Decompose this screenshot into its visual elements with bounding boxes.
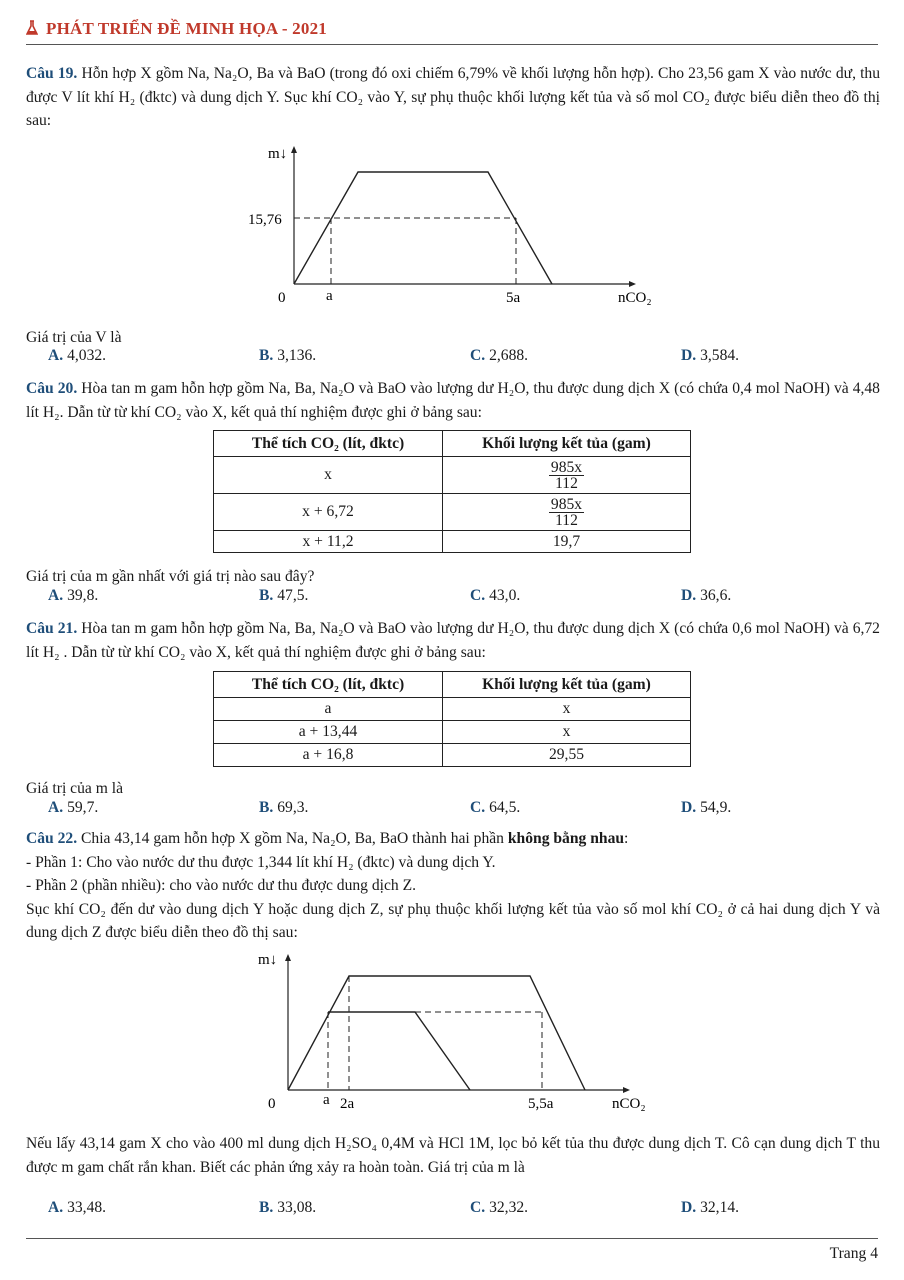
question-20-ask: Giá trị của m gần nhất với giá trị nào sau đây? <box>26 568 315 585</box>
x-axis-label: nCO₂ <box>612 1096 646 1112</box>
part-2: - Phần 2 (phần nhiều): cho vào nước dư thu được dung dịch Z. <box>26 877 417 894</box>
series-line-z <box>288 976 585 1090</box>
question-22: Câu 22. Chia 43,14 gam hỗn hợp X gồm Na, Na₂O, Ba, BaO thành hai phần không bằng nhau: - Phần 1: Cho vào nước dư thu được 1,344 lít khí H₂ (đktc) và dung dịch Y. - Phần 2 (phần nhiều): cho vào nước dư thu được dung dịch Z. Sục khí CO₂ đến dư vào dung dịch Y hoặc dung dịch Z, sự phụ thuộc khối lượng kết tủa vào số mol khí CO₂ ở cả hai dung dịch Y và dung dịch Z được biểu diễn theo đồ thị sau: <box>26 830 880 941</box>
option-d[interactable]: D. 32,14. <box>681 1199 740 1216</box>
table-row: a + 13,44 x <box>214 721 691 744</box>
y-axis-arrow <box>291 146 297 153</box>
table-row: x + 6,72 $\frac{985x}{112}$ <box>214 494 691 531</box>
tick-label-5a: 5a <box>506 290 521 306</box>
question-text: Hòa tan m gam hỗn hợp gồm Na, Ba, Na₂O và BaO vào lượng dư H₂O, thu được dung dịch X (có chứa 0,6 mol NaOH) và 6,72 lít H₂ . Dẫn từ từ khí CO₂ vào X, kết quả thí nghiệm được ghi ở bảng sau: <box>26 620 880 661</box>
option-a[interactable]: A. 39,8. <box>48 587 99 604</box>
question-text: Hỗn hợp X gồm Na, Na₂O, Ba và BaO (trong đó oxi chiếm 6,79% về khối lượng hỗn hợp). Cho 23,56 gam X vào nước dư, thu được V lít khí H₂ (đktc) và dung dịch Y. Sục khí CO₂ vào Y, sự phụ thuộc khối lượng kết tủa và số mol CO₂ được biểu diễn theo đồ thị sau: <box>26 65 881 129</box>
option-b[interactable]: B. 3,136. <box>259 347 317 364</box>
option-c[interactable]: C. 64,5. <box>470 799 521 816</box>
tick-label-origin: 0 <box>278 290 286 306</box>
data-table-q21 <box>213 671 691 767</box>
question-text: Sục khí CO₂ đến dư vào dung dịch Y hoặc dung dịch Z, sự phụ thuộc khối lượng kết tủa vào số mol khí CO₂ ở cả hai dung dịch Y và dung dịch Z được biểu diễn theo đồ thị sau: <box>26 900 880 941</box>
table-header: Khối lượng kết tủa (gam) <box>443 672 691 698</box>
question-text: Hòa tan m gam hỗn hợp gồm Na, Ba, Na₂O và BaO vào lượng dư H₂O, thu được dung dịch X (có chứa 0,4 mol NaOH) và 4,48 lít H₂. Dẫn từ từ khí CO₂ vào X, kết quả thí nghiệm được ghi ở bảng sau: <box>26 380 880 421</box>
question-19-ask: Giá trị của V là <box>26 329 122 346</box>
option-d[interactable]: D. 3,584. <box>681 347 740 364</box>
option-c[interactable]: C. 32,32. <box>470 1199 529 1216</box>
table-header: Thể tích CO₂ (lít, đktc) <box>214 672 443 698</box>
chart-q22 <box>240 944 680 1120</box>
question-21-ask: Giá trị của m là <box>26 780 123 797</box>
option-c[interactable]: C. 43,0. <box>470 587 521 604</box>
table-row: a + 16,8 29,55 <box>214 744 691 767</box>
table-row: x $\frac{985x}{112}$ <box>214 457 691 494</box>
page-header <box>26 18 878 45</box>
table-header: Thể tích CO₂ (lít, đktc) <box>214 431 443 457</box>
option-a[interactable]: A. 4,032. <box>48 347 107 364</box>
option-d[interactable]: D. 36,6. <box>681 587 732 604</box>
series-line <box>294 172 552 284</box>
question-19 <box>26 62 880 133</box>
y-axis-arrow <box>285 954 291 961</box>
question-21 <box>26 617 880 664</box>
question-label: Câu 19. <box>26 65 78 82</box>
tick-label-2a: 2a <box>340 1096 355 1112</box>
tick-label-origin: 0 <box>268 1096 276 1112</box>
flask-icon <box>26 20 38 36</box>
option-b[interactable]: B. 33,08. <box>259 1199 317 1216</box>
option-c[interactable]: C. 2,688. <box>470 347 529 364</box>
tick-label-5-5a: 5,5a <box>528 1096 554 1112</box>
question-label: Câu 22. <box>26 830 78 847</box>
x-axis-label: nCO₂ <box>618 290 652 306</box>
option-d[interactable]: D. 54,9. <box>681 799 732 816</box>
option-b[interactable]: B. 47,5. <box>259 587 309 604</box>
tick-label-15-76: 15,76 <box>248 212 282 228</box>
question-22-text: Nếu lấy 43,14 gam X cho vào 400 ml dung dịch H₂SO₄ 0,4M và HCl 1M, lọc bỏ kết tủa thu được dung dịch T. Cô cạn dung dịch T thu được m gam chất rắn khan. Biết các phản ứng xảy ra hoàn toàn. Giá trị của m là <box>26 1135 880 1176</box>
x-axis-arrow <box>623 1087 630 1093</box>
page-title: PHÁT TRIỂN ĐỀ MINH HỌA - 2021 <box>46 19 327 38</box>
table-row: x + 11,2 19,7 <box>214 531 691 553</box>
option-b[interactable]: B. 69,3. <box>259 799 309 816</box>
chart-q19 <box>230 138 670 310</box>
option-a[interactable]: A. 59,7. <box>48 799 99 816</box>
tick-label-a: a <box>323 1092 330 1108</box>
question-label: Câu 21. <box>26 620 78 637</box>
y-axis-label: m↓ <box>268 146 288 162</box>
table-header: Khối lượng kết tủa (gam) <box>443 431 691 457</box>
table-row: a x <box>214 698 691 721</box>
part-1: - Phần 1: Cho vào nước dư thu được 1,344 lít khí H₂ (đktc) và dung dịch Y. <box>26 853 496 871</box>
data-table-q20 <box>213 430 691 553</box>
option-a[interactable]: A. 33,48. <box>48 1199 107 1216</box>
question-label: Câu 20. <box>26 380 78 397</box>
page-number: Trang 4 <box>829 1245 878 1262</box>
x-axis-arrow <box>629 281 636 287</box>
footer-divider <box>26 1238 878 1239</box>
tick-label-a: a <box>326 288 333 304</box>
y-axis-label: m↓ <box>258 952 278 968</box>
question-20 <box>26 377 880 424</box>
